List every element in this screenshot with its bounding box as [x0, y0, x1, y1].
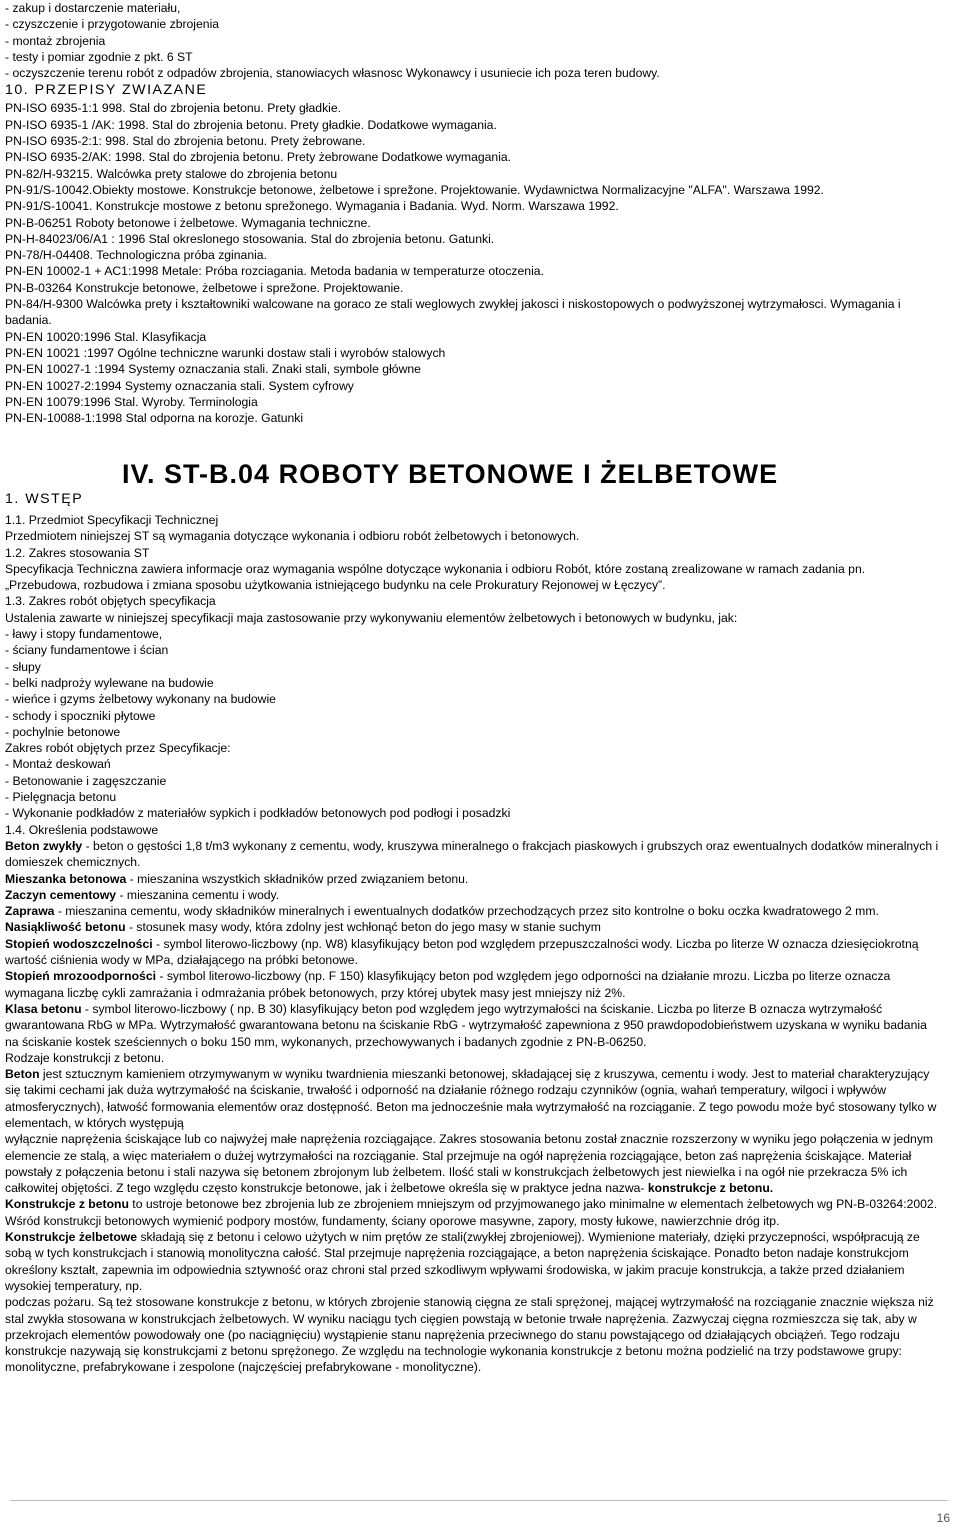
standard-item: PN-EN-10088-1:1998 Stal odporna na korozje. Gatunki: [5, 411, 304, 426]
list-item: - ławy i stopy fundamentowe,: [5, 627, 163, 642]
definition-text: - mieszanina cementu i wody.: [116, 887, 280, 902]
list-item: - słupy: [5, 659, 41, 674]
footer-divider: [10, 1500, 948, 1501]
definition-text: - mieszanina wszystkich składników przed związaniem betonu.: [126, 871, 469, 886]
list-item: - wieńce i gzyms żelbetowy wykonany na budowie: [5, 692, 276, 707]
section-10-heading: 10. PRZEPISY ZWIAZANE: [5, 82, 208, 99]
standard-item: PN-ISO 6935-1 /AK: 1998. Stal do zbrojenia betonu. Prety gładkie. Dodatkowe wymagania.: [5, 117, 497, 132]
paragraph: Specyfikacja Techniczna zawiera informacje oraz wymagania wspólne dotyczące wykonania i odbioru Robót, które zostaną zrealizowane w ramach zadania pn. „Przebudowa, rozbudowa i zmiana sposobu użytkowania istniejącego budynku na cele Prokuratury Rejonowej w Łęczycy”.: [5, 561, 866, 593]
list-item: - schody i spoczniki płytowe: [5, 708, 156, 723]
standard-item: PN-EN 10027-2:1994 Systemy oznaczania stali. System cyfrowy: [5, 378, 354, 393]
definition: [5, 1001, 940, 1050]
standard-item: PN-82/H-93215. Walcówka prety stalowe do zbrojenia betonu: [5, 166, 338, 181]
paragraph-text: wyłącznie naprężenia ściskające lub co najwyżej małe naprężenia rozciągające. Zakres stosowania betonu został znacznie rozszerzony w wyniku jego połączenia w jednym elemencie ze stalą, a więc materiałem o dużej wytrzymałości na rozciąganie. Stal przejmuje na ogół naprężenia rozciągające, beton zaś naprężenia ściskające. Materiał powstały z połączenia betonu i stali nazywa się betonem zbrojonym lub żelbetem. Ilość stali w konstrukcjach żelbetowych jest niewielka i na ogół nie przekracza 5% ich całkowitej objętości. Z tego względu często konstrukcje betonowe, jak i żelbetowe określa się w praktyce jedna nazwa-: [5, 1132, 934, 1196]
list-item: - zakup i dostarczenie materiału,: [5, 1, 181, 15]
definition: [5, 936, 940, 969]
paragraph: [5, 1066, 940, 1131]
standard-item: PN-78/H-04408. Technologiczna próba zginania.: [5, 248, 267, 263]
definition-term: Zaprawa: [5, 904, 55, 919]
definition-text: - beton o gęstości 1,8 t/m3 wykonany z cementu, wody, kruszywa mineralnego o frakcjach piaskowych i grubszych oraz ewentualnych dodatków mineralnych i domieszek chemicznych.: [5, 838, 939, 870]
definition-text: - symbol literowo-liczbowy ( np. B 30) klasyfikujący beton pod względem jego wytrzymałości na ściskanie. Liczba po literze B oznacza wytrzymałość gwarantowana RbG w MPa. Wytrzymałość gwarantowana betonu na ściskanie RbG - wytrzymałość zapewniona z 950 prawdopodobieństwem uzyskana w wyniku badania na ściskanie kostek sześciennych o boku 150 mm, wykonanych, przechowywanych i badanych zgodnie z PN-B-06250.: [5, 1001, 927, 1049]
paragraph-text: składają się z betonu i celowo użytych w nim prętów ze stali(zwykłej zbrojeniowej). Wymienione materiały, dzięki przyczepności, współpracują ze sobą w tych konstrukcjach i stanowią monolityczna całość. Stal przejmuje naprężenia rozciągające, a beton naprężenia ściskające. Ponadto beton nadaje konstrukcjom określony kształt, zapewnia im odpowiednia sztywność oraz chroni stal przed szkodliwym wpływami środowiska, w jakim pracuje konstrukcja, a także przed działaniem wysokiej temperatury, np.: [5, 1230, 920, 1293]
definition-term: Konstrukcje żelbetowe: [5, 1230, 138, 1245]
list-item: - Pielęgnacja betonu: [5, 790, 117, 805]
document-top: [5, 0, 940, 426]
definition: [5, 919, 940, 935]
list-item: - montaż zbrojenia: [5, 33, 106, 48]
section-1-heading: 1. WSTĘP: [5, 491, 84, 507]
standard-item: PN-EN 10027-1 :1994 Systemy oznaczania stali. Znaki stali, symbole główne: [5, 362, 421, 377]
list-item: - pochylnie betonowe: [5, 724, 121, 739]
paragraph: [5, 1196, 940, 1229]
definition-term: Klasa betonu: [5, 1001, 82, 1016]
standard-item: PN-EN 10002-1 + AC1:1998 Metale: Próba rozciagania. Metoda badania w temperaturze otoczenia.: [5, 264, 544, 279]
definition-term: Stopień mrozoodporności: [5, 969, 156, 984]
definition: [5, 903, 940, 919]
subsection-title: 1.1. Przedmiot Specyfikacji Technicznej: [5, 513, 219, 527]
standard-item: PN-H-84023/06/A1 : 1996 Stal okreslonego stosowania. Stal do zbrojenia betonu. Gatunki.: [5, 231, 495, 246]
standard-item: PN-EN 10020:1996 Stal. Klasyfikacja: [5, 329, 207, 344]
definition-text: - symbol literowo-liczbowy (np. F 150) klasyfikujący beton pod względem jego odporności na działanie mrozu. Liczba po literze oznacza wymagana liczbę cykli zamrażania i odmrażania próbek betonowych, przy której ubytek masy jest mniejszy niż 2%.: [5, 969, 891, 1000]
standard-item: PN-ISO 6935-1:1 998. Stal do zbrojenia betonu. Prety gładkie.: [5, 101, 342, 116]
standard-item: PN-ISO 6935-2/AK: 1998. Stal do zbrojenia betonu. Prety żebrowane Dodatkowe wymagania.: [5, 150, 512, 165]
chapter-title: IV. ST-B.04 ROBOTY BETONOWE I ŻELBETOWE: [122, 459, 779, 489]
definition-text: - stosunek masy wody, która zdolny jest wchłonąć beton do jego masy w stanie suchym: [125, 920, 601, 935]
paragraph-text: jest sztucznym kamieniem otrzymywanym w wyniku twardnienia mieszanki betonowej, składającej się z kruszywa, cementu i wody. Jest to materiał charakteryzujący się takimi cechami jak duża wytrzymałość na ściskanie, trwałość i odporność na działanie różnego rodzaju czynników (ognia, wahań temperatury, wilgoci i wpływów atmosferycznych), łatwość formowania elementów oraz dostępność. Beton ma jednocześnie mała wytrzymałość na rozciąganie. Z tego powodu może być stosowany tylko w elementach, w których występują: [5, 1067, 937, 1130]
standard-item: PN-EN 10079:1996 Stal. Wyroby. Terminologia: [5, 394, 258, 409]
definition-term: Zaczyn cementowy: [5, 887, 117, 902]
standard-item: PN-EN 10021 :1997 Ogólne techniczne warunki dostaw stali i wyrobów stalowych: [5, 345, 446, 360]
subsection-title: 1.2. Zakres stosowania ST: [5, 545, 150, 560]
standard-item: PN-84/H-9300 Walcówka prety i kształtowniki walcowane na goraco ze stali weglowych zwykłej jakosci i niskostopowych o podwyższonej wytrzymałosci. Wymagania i badania.: [5, 297, 901, 328]
list-item: - testy i pomiar zgodnie z pkt. 6 ST: [5, 49, 193, 64]
list-item: - Betonowanie i zagęszczanie: [5, 773, 167, 788]
list-item: - belki nadproży wylewane na budowie: [5, 675, 214, 690]
list-item: - czyszczenie i przygotowanie zbrojenia: [5, 17, 220, 32]
definition: [5, 968, 940, 1001]
standard-item: PN-91/S-10042.Obiekty mostowe. Konstrukcje betonowe, żelbetowe i sprežone. Projektowanie. Wydawnictwa Normalizacyjne "ALFA". Warszawa 1992.: [5, 182, 824, 197]
paragraph: Rodzaje konstrukcji z betonu.: [5, 1050, 165, 1065]
definition-text: - symbol literowo-liczbowy (np. W8) klasyfikujący beton pod względem przepuszczalności wody. Liczba po literze W oznacza dziesięciokrotną wartość ciśnienia wody w MPa, działającego na próbki betonowe.: [5, 936, 919, 968]
paragraph-bold: konstrukcje z betonu.: [644, 1181, 774, 1196]
standard-item: PN-B-06251 Roboty betonowe i żelbetowe. Wymagania techniczne.: [5, 215, 371, 230]
document-body: [5, 512, 940, 1376]
page-number: 16: [936, 1511, 950, 1525]
list-item: - Wykonanie podkładów z materiałów sypkich i podkładów betonowych pod podłogi i posadzki: [5, 806, 511, 821]
standard-item: PN-91/S-10041. Konstrukcje mostowe z betonu sprežonego. Wymagania i Badania. Wyd. Norm. Warszawa 1992.: [5, 199, 619, 214]
definition: [5, 887, 940, 903]
definition-term: Beton zwykły: [5, 838, 83, 853]
definition-term: Beton: [5, 1067, 40, 1082]
definition: [5, 871, 940, 887]
standard-item: PN-ISO 6935-2:1: 998. Stal do zbrojenia betonu. Prety żebrowane.: [5, 134, 366, 149]
list-item: - oczyszczenie terenu robót z odpadów zbrojenia, stanowiacych własnosc Wykonawcy i usuniecie ich poza teren budowy.: [5, 66, 660, 81]
list-item: - ściany fundamentowe i ścian: [5, 643, 169, 658]
paragraph: podczas pożaru. Są też stosowane konstrukcje z betonu, w których zbrojenie stanowią cięgna ze stali sprężonej, mającej wytrzymałość na rozciąganie znacznie większa niż stal zwykła stosowana w konstrukcjach żelbetowych. W wyniku naciągu tych cięgien powstają w betonie trwałe naprężenia. Zazwyczaj cięgna rozmieszcza się tak, aby w przekrojach elementów powodowały one (po naciągnięciu) wystąpienie stanu naprężenia przeciwnego do stanu powstającego od działających obciążeń. Tego rodzaju konstrukcje nazywają się konstrukcjami z betonu sprężonego. Ze względu na technologie wykonania konstrukcje z betonu można podzielić na trzy podstawowe grupy: monolityczne, prefabrykowane i zespolone (najczęściej prefabrykowane - monolityczne).: [5, 1295, 934, 1375]
paragraph: Ustalenia zawarte w niniejszej specyfikacji maja zastosowanie przy wykonywaniu elementów żelbetowych i betonowych w budynku, jak:: [5, 610, 738, 625]
paragraph: Przedmiotem niniejszej ST są wymagania dotyczące wykonania i odbioru robót żelbetowych i betonowych.: [5, 529, 580, 544]
standard-item: PN-B-03264 Konstrukcje betonowe, żelbetowe i sprežone. Projektowanie.: [5, 280, 404, 295]
list-item: - Montaż deskowań: [5, 757, 111, 772]
paragraph: [5, 1229, 940, 1294]
definition-text: - mieszanina cementu, wody składników mineralnych i ewentualnych dodatków przechodzących przez sito kontrolne o boku oczka kwadratowego 2 mm.: [54, 904, 879, 919]
definition: [5, 838, 940, 871]
definition-term: Nasiąkliwość betonu: [5, 920, 126, 935]
paragraph: [5, 1131, 940, 1196]
definition-term: Stopień wodoszczelności: [5, 936, 153, 951]
definition-term: Mieszanka betonowa: [5, 871, 127, 886]
definition-term: Konstrukcje z betonu: [5, 1197, 129, 1212]
paragraph: Zakres robót objętych przez Specyfikacje:: [5, 741, 231, 756]
subsection-title: 1.3. Zakres robót objętych specyfikacja: [5, 594, 216, 609]
subsection-title: 1.4. Określenia podstawowe: [5, 822, 159, 837]
paragraph-text: to ustroje betonowe bez zbrojenia lub ze zbrojeniem mniejszym od przyjmowanego jako minimalne w elementach żelbetowych wg PN-B-03264:2002. Wśród konstrukcji betonowych wymienić podpory mostów, fundamenty, ściany oporowe masywne, zapory, mosty łukowe, nawierzchnie dróg itp.: [5, 1197, 938, 1228]
